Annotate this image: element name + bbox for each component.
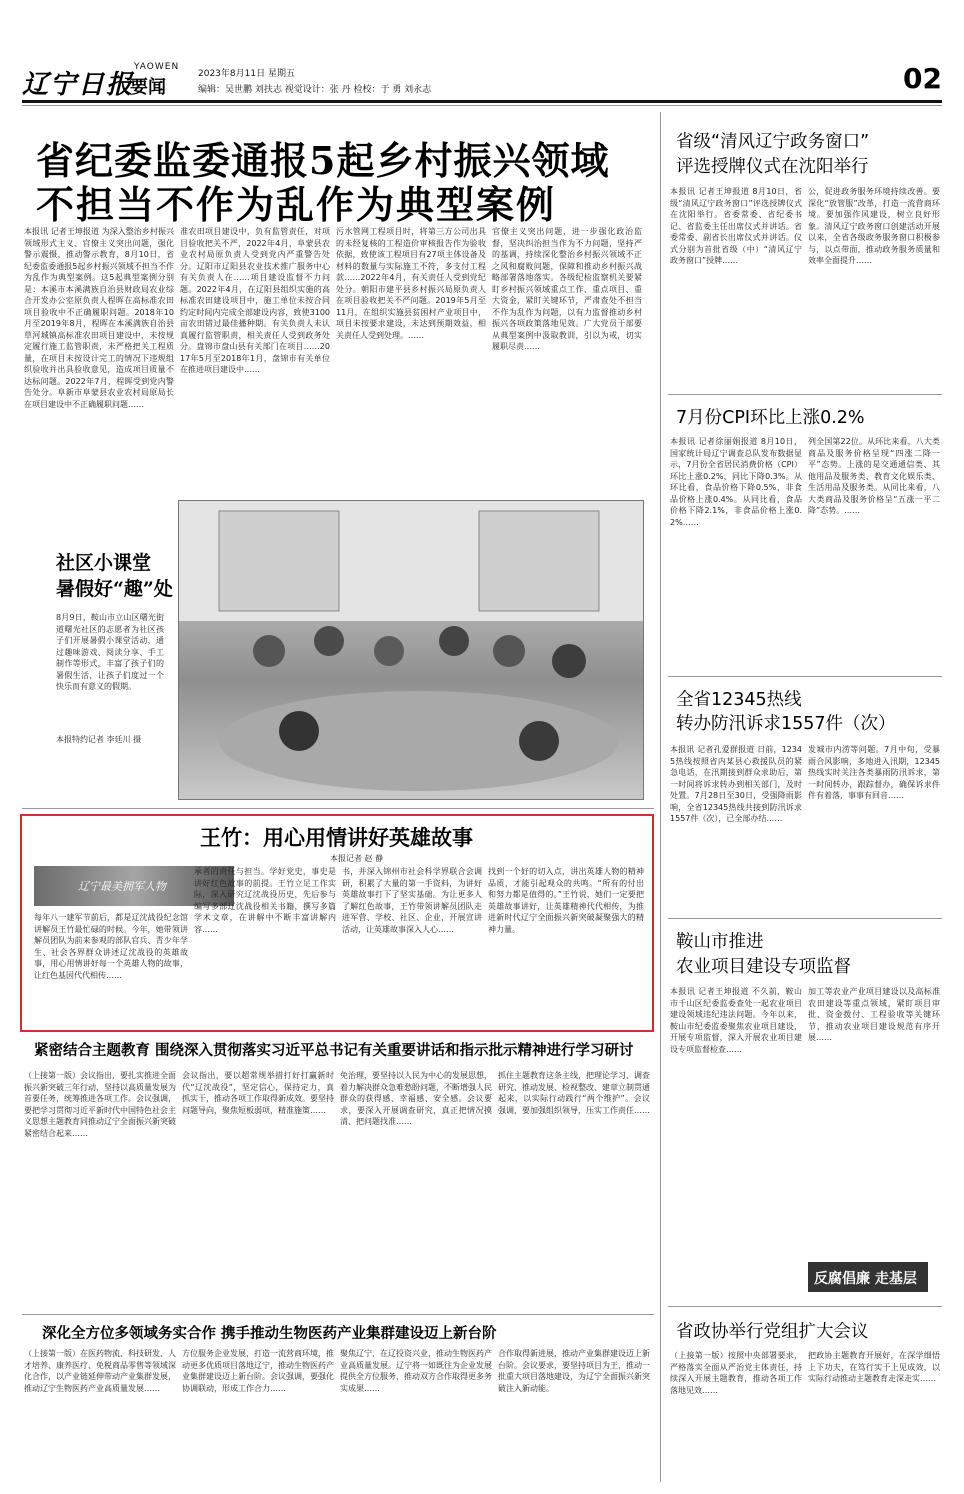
feature-byline: 本报记者 赵 静 <box>330 854 384 863</box>
column-divider <box>660 112 661 1482</box>
masthead-rule <box>22 100 942 103</box>
right-top-headline-line2: 评选授牌仪式在沈阳举行 <box>676 157 869 177</box>
anshan-body-col2: 加工等农业产业项目建设以及高标准农田建设等重点领域，紧盯项目审批、资金拨付、工程验收等关键环节，推动农业项目建设规范有序开展…… <box>808 987 940 1042</box>
cppcc-body-col2: 把政协主题教育开展好，在深学细悟上下功夫，在笃行实干上见成效，以实际行动推动主题教育走深走实…… <box>808 1351 940 1383</box>
issue-date: 2023年8月11日 星期五 <box>198 69 295 79</box>
lead-headline-line2: 不担当不作为乱作为典型案例 <box>36 182 557 227</box>
anshan-body-col1: 本报讯 记者王坤报道 不久前，鞍山市千山区纪委监委查处一起农业项目建设领域违纪违法问题。今年以来，鞍山市纪委监委聚焦农业项目建设，开展专项监督，深入开展农业项目建设专项监督检查…… <box>670 987 802 1054</box>
column-tag-text: 反腐倡廉 走基层 <box>814 1271 917 1287</box>
photo-title-line1: 社区小课堂 <box>56 552 152 574</box>
cppcc-body-col1: （上接第一版）按照中央部署要求，严格落实全面从严治党主体责任，持续深入开展主题教育，推动各项工作落地见效…… <box>670 1351 802 1395</box>
anshan-headline-line1: 鞍山市推进 <box>676 932 764 952</box>
bio-body-col1: （上接第一版）在医药物流、科技研发、人才培养、康养医疗、免税商品零售等领域深化合作，以产业链延伸带动产业集群发展，推动辽宁生物医药产业高质量发展…… <box>24 1349 176 1393</box>
right-top-body-col1: 本报讯 记者王坤报道 8月10日，省级“清风辽宁政务窗口”评选授牌仪式在沈阳举行。省委常委、省纪委书记、省监委主任出席仪式并讲话。省委常委、副省长出席仪式并讲话。仪式分别为首批省级（中）“清风辽宁政务窗口”授牌…… <box>670 187 802 265</box>
lead-body-col1: 本报讯 记者王坤报道 为深入整治乡村振兴领域形式主义、官僚主义突出问题，强化警示震慑，推动警示教育，8月10日，省纪委监委通报5起乡村振兴领域不担当不作为乱作为典型案例。这5起典型案例分别是：本溪市本溪满族自治县财政局农业综合开发办公室原负责人程晖在高标准农田项目验收中不正确履职问题。2018年10月至2019年8月，程晖在本溪满族自治县草河城镇高标准农田项目建设中，未按规定履行施工监管职责，未严格把关工程质量，在项目未按设计完工的情况下违规组织验收并出具验收意见，造成项目质量不达标问题。2022年7月，程晖受到党内警告处分。阜新市阜蒙县农业农村局原局长在项目建设中不正确履职问题…… <box>24 227 174 409</box>
editors-line: 编辑：吴世鹏 刘扶志 视觉设计：张 丹 检校：于 勇 刘永志 <box>198 85 432 95</box>
lead-headline-line1: 省纪委监委通报5起乡村振兴领域 <box>36 138 610 183</box>
column-tag-badge <box>808 1262 928 1292</box>
right-rule-4 <box>668 1306 942 1307</box>
bio-body-col2: 方位服务企业发展，打造一流营商环境，推动更多优质项目落地辽宁，推动生物医药产业集群建设迈上新台阶。会议强调，要强化协调联动，形成工作合力…… <box>182 1349 334 1393</box>
section-name: 要闻 <box>130 77 166 98</box>
page-number: 02 <box>903 62 942 95</box>
photo-illustration <box>179 501 643 799</box>
photo-credit: 本报特约记者 李廷川 摄 <box>56 735 142 744</box>
lead-body-col2: 准农田项目建设中，负有监管责任，对项目验收把关不严，2022年4月，阜蒙县农业农村局原负责人受到党内严重警告处分。辽阳市辽阳县农业技术推广服务中心有关负责人在……项目建设监督不力问题。2022年4月，在辽阳县组织实施的高标准农田建设项目中，施工单位未按合同约定时间内完成全部建设内容，致使3100亩农田错过最佳播种期。有关负责人未认真履行监管职责，相关责任人受到政务处分。盘锦市盘山县有关部门在项目……2017年5月至2018年1月，盘锦市有关单位在推进项目建设中…… <box>180 227 330 374</box>
veterans-photo-label: 辽宁最美拥军人物 <box>78 880 166 893</box>
bio-body-col4: 合作取得新进展，推动产业集群建设迈上新台阶。会议要求，要坚持项目为王，推动一批重大项目落地建设，为辽宁全面振兴新突破注入新动能。 <box>498 1349 650 1393</box>
right-rule-2 <box>668 676 942 677</box>
hotline-headline-line1: 全省12345热线 <box>676 690 802 710</box>
bio-headline: 深化全方位多领域务实合作 携手推动生物医药产业集群建设迈上新台阶 <box>42 1325 497 1342</box>
lead-body-col4: 官僚主义突出问题，进一步强化政治监督，坚决纠治担当作为不力问题，坚持严的基调，持续深化整治乡村振兴领域不正之风和腐败问题，保障和推动乡村振兴战略部署落地落实。各级纪检监察机关要紧盯乡村振兴领域重点工作、重点项目、重大资金，紧盯关键环节，严肃查处不担当不作为乱作为问题，以有力监督推动乡村振兴各项政策落地见效。广大党员干部要从典型案例中汲取教训，引以为戒，切实履职尽责…… <box>492 227 642 351</box>
photo-title-line2: 暑假好“趣”处 <box>56 578 173 600</box>
photo-caption: 8月9日，鞍山市立山区曙光街道曙光社区的志愿者为社区孩子们开展暑假小课堂活动，通过趣味游戏、阅读分享、手工制作等形式，丰富了孩子们的暑假生活，让孩子们度过一个快乐而有意义的假期。 <box>56 613 164 691</box>
study-body-col2: 会议指出，要以超常规举措打好打赢新时代“辽沈战役”，坚定信心，保持定力，真抓实干，推动各项工作取得新成效。要坚持问题导向，聚焦短板弱项，精准施策…… <box>182 1071 334 1115</box>
cppcc-headline: 省政协举行党组扩大会议 <box>676 1322 869 1342</box>
hotline-body-col2: 发城市内涝等问题。7月中旬，受暴雨合风影响，多地进入汛期，12345热线实时关注各类暴雨防汛诉求，第一时间转办，跟踪督办，确保诉求件件有着落，事事有回音…… <box>808 745 940 800</box>
feature-body-col1: 每年八一建军节前后，都是辽沈战役纪念馆讲解员王竹最忙碌的时候。今年，她带领讲解员团队为前来参观的部队官兵、青少年学生、社会各界群众讲述辽沈战役的英雄故事，用心用情讲好每一个英雄人物的故事，让红色基因代代相传…… <box>34 913 188 980</box>
hotline-body-col1: 本报讯 记者孔爱群报道 日前，12345热线按照省内某县心救援队员的紧急电话，在汛期接到群众求助后，第一时间将诉求转办到相关部门，及时处置。7月28日至30日，受强降雨影响，全省12345热线共接到防汛诉求1557件（次），已全部办结…… <box>670 745 802 823</box>
feature-headline: 王竹：用心用情讲好英雄故事 <box>200 825 473 850</box>
cpi-body-col2: 列全国第22位。从环比来看，八大类商品及服务价格呈现“四涨二降一平”态势。上涨的是交通通信类、其他用品及服务类、教育文化娱乐类、生活用品及服务类。从同比来看，八大类商品及服务价格呈“五涨一平二降”态势。…… <box>808 437 940 515</box>
feature-body-col2: 承者的责任与担当。学好党史，事史是讲好红色故事的前提。王竹立足工作实际，深入研究辽沈战役历史，先后参与编写多部辽沈战役相关书籍，撰写多篇学术文章，在讲解中不断丰富讲解内容…… <box>194 867 336 934</box>
masthead <box>22 62 942 102</box>
right-rule-1 <box>668 394 942 395</box>
photo-bottom-rule <box>22 808 654 809</box>
hotline-headline-line2: 转办防汛诉求1557件（次） <box>676 714 896 734</box>
paper-name: 辽宁日报 <box>22 70 135 100</box>
feature-body-col3: 书，并深入锦州市社会科学界联合会调研，积累了大量的第一手资料，为讲好英雄故事打下了坚实基础。为让更多人了解红色故事，王竹带领讲解员团队走进军营、学校、社区、企业，开展宣讲活动，让英雄故事深入人心…… <box>342 867 482 934</box>
study-body-col1: （上接第一版）会议指出，要扎实推进全面振兴新突破三年行动，坚持以高质量发展为首要任务，统筹推进各项工作。会议强调，要把学习贯彻习近平新时代中国特色社会主义思想主题教育同推动辽宁全面振兴新突破紧密结合起来…… <box>24 1071 176 1138</box>
cpi-body-col1: 本报讯 记者徐丽娟报道 8月10日，国家统计局辽宁调查总队发布数据显示，7月份全省居民消费价格（CPI）环比上涨0.2%，同比下降0.3%。从环比看，食品价格下降0.5%，非食品价格上涨0.4%。从同比看，食品价格下降2.1%，非食品价格上涨0.2%…… <box>670 437 802 527</box>
section-pinyin: YAOWEN <box>134 62 180 72</box>
children-classroom-photo <box>178 500 644 800</box>
study-headline: 紧密结合主题教育 围绕深入贯彻落实习近平总书记有关重要讲话和指示批示精神进行学习研讨 <box>34 1042 634 1059</box>
feature-body-col4: 找到一个好的切入点，讲出英雄人物的精神品质，才能引起观众的共鸣。“所有的付出和努力都是值得的。”王竹说，她们一定要把英雄故事讲好，让英雄精神代代相传，为推进新时代辽宁全面振兴新突破凝聚强大的精神力量。 <box>488 867 644 934</box>
masthead-rule-thin <box>22 105 942 106</box>
anshan-headline-line2: 农业项目建设专项监督 <box>676 957 851 977</box>
right-top-headline-line1: 省级“清风辽宁政务窗口” <box>676 132 870 152</box>
study-body-col4: 抓住主题教育这条主线，把理论学习、调查研究、推动发展、检视整改、建章立制贯通起来，以实际行动践行“两个维护”。会议强调，要加强组织领导，压实工作责任…… <box>498 1071 650 1115</box>
study-bottom-rule <box>22 1314 654 1315</box>
lead-body-col3: 污水管网工程项目时，将第三方公司出具的未经复核的工程造价审核报告作为验收依据，致使该工程项目有27项主体设备及材料的数量与实际施工不符，多支付工程款……2022年4月，有关责任人受到党纪处分。朝阳市建平县乡村振兴局原负责人在项目验收把关不严问题。2019年5月至11月，在组织实施县贫困村产业项目中，项目未按要求建设，未达到预期效益，相关责任人受到处理。…… <box>336 227 486 340</box>
cpi-headline: 7月份CPI环比上涨0.2% <box>676 408 865 428</box>
study-body-col3: 免治理，要坚持以人民为中心的发展思想，着力解决群众急难愁盼问题，不断增强人民群众的获得感、幸福感、安全感。会议要求，要深入开展调查研究，真正把情况摸清、把问题找准…… <box>340 1071 492 1126</box>
right-rule-3 <box>668 918 942 919</box>
bio-body-col3: 聚焦辽宁，在辽投资兴业，推动生物医药产业高质量发展。辽宁将一如既往为企业发展提供全方位服务，推动双方合作取得更多务实成果…… <box>340 1349 492 1393</box>
right-top-body-col2: 公，促进政务服务环境持续改善。要深化“放管服”改革，打造一流营商环境。要加强作风建设，树立良好形象。清风辽宁政务窗口创建活动开展以来，全省各级政务服务窗口积极参与，以点带面，推动政务服务质量和效率全面提升…… <box>808 187 940 265</box>
